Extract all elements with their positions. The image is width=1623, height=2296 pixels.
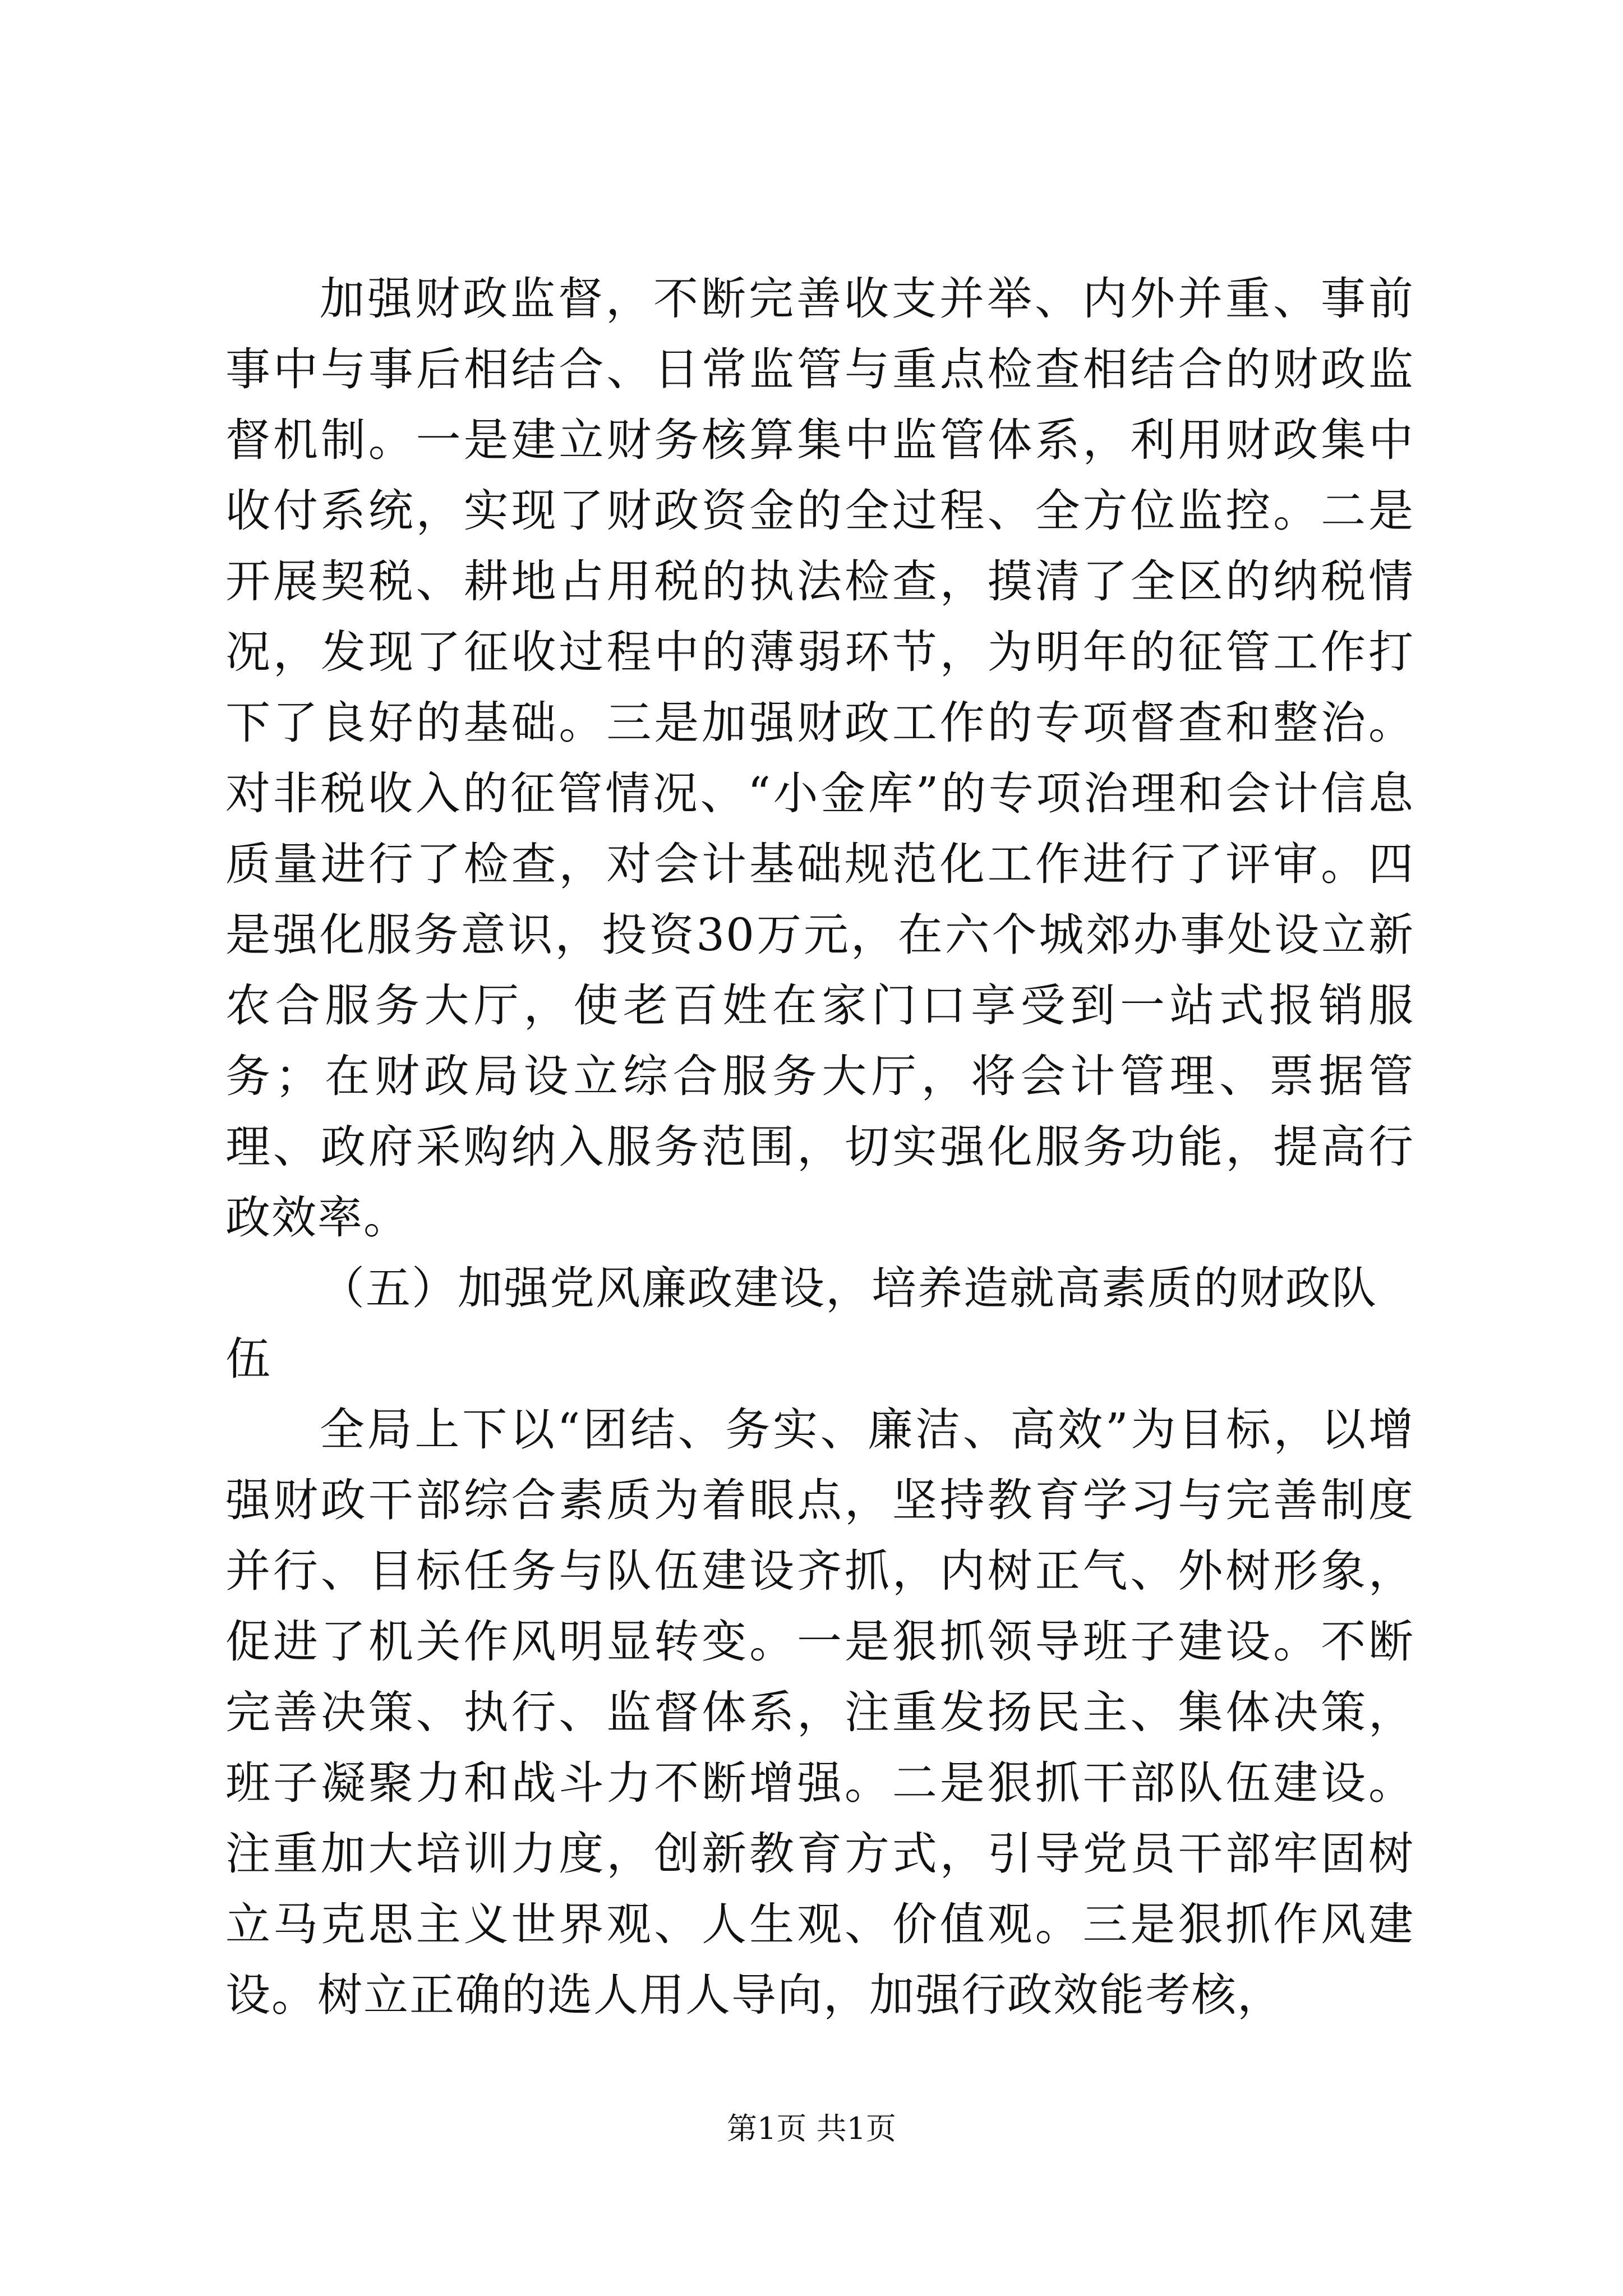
document-body (225, 264, 1414, 2031)
section-heading-party-conduct: （五）加强党风廉政建设，培养造就高素质的财政队伍 (225, 1262, 1377, 1385)
page-footer: 第1页 共1页 (727, 2111, 896, 2146)
paragraph-financial-supervision: 加强财政监督，不断完善收支并举、内外并重、事前事中与事后相结合、日常监管与重点检查相结合的财政监督机制。一是建立财务核算集中监管体系，利用财政集中收付系统，实现了财政资金的全过程、全方位监控。二是开展契税、耕地占用税的执法检查，摸清了全区的纳税情况，发现了征收过程中的薄弱环节，为明年的征管工作打下了良好的基础。三是加强财政工作的专项督查和整治。对非税收入的征管情况、“小金库”的专项治理和会计信息质量进行了检查，对会计基础规范化工作进行了评审。四是强化服务意识，投资30万元，在六个城郊办事处设立新农合服务大厅，使老百姓在家门口享受到一站式报销服务；在财政局设立综合服务大厅，将会计管理、票据管理、政府采购纳入服务范围，切实强化服务功能，提高行政效率。 (225, 273, 1414, 1244)
paragraph-team-building: 全局上下以“团结、务实、廉洁、高效”为目标，以增强财政干部综合素质为着眼点，坚持教育学习与完善制度并行、目标任务与队伍建设齐抓，内树正气、外树形象，促进了机关作风明显转变。一是狠抓领导班子建设。不断完善决策、执行、监督体系，注重发扬民主、集体决策，班子凝聚力和战斗力不断增强。二是狠抓干部队伍建设。注重加大培训力度，创新教育方式，引导党员干部牢固树立马克思主义世界观、人生观、价值观。三是狠抓作风建设。树立正确的选人用人导向，加强行政效能考核， (225, 1404, 1414, 2021)
